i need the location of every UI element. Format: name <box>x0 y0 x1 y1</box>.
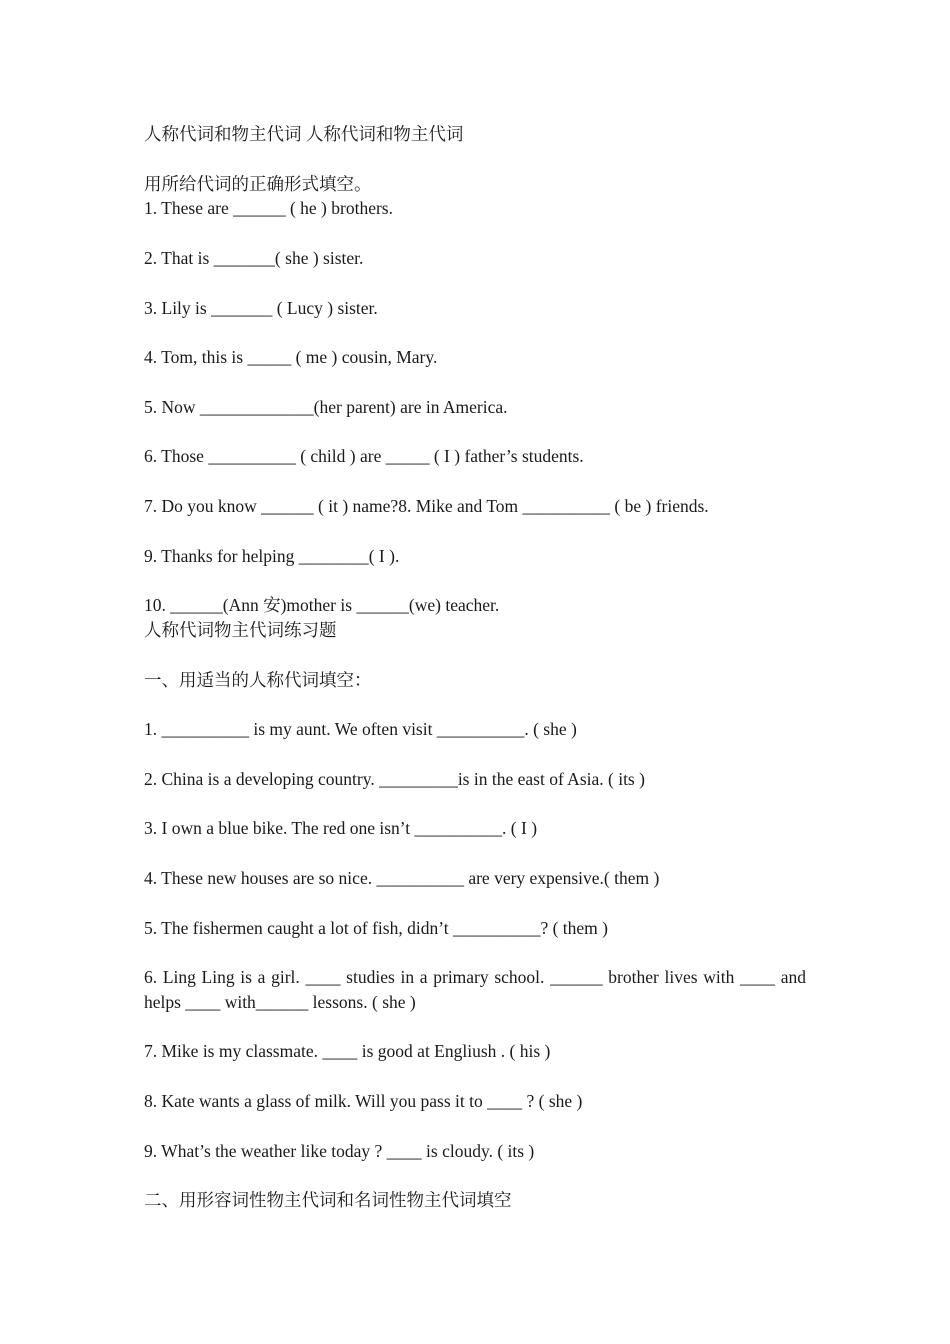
part1-instruction: 用所给代词的正确形式填空。 <box>144 173 372 194</box>
question-paragraph: 6. Ling Ling is a girl. ____ studies in a primary school. ______ brother lives with ____ and helps ____ with______ lessons. ( she ) <box>144 967 806 1012</box>
question-line: 4. These new houses are so nice. __________ are very expensive.( them ) <box>144 867 660 888</box>
question-line: 3. I own a blue bike. The red one isn’t __________. ( I ) <box>144 818 538 839</box>
question-line: 8. Kate wants a glass of milk. Will you pass it to ____ ? ( she ) <box>144 1091 583 1112</box>
question-line: 7. Do you know ______ ( it ) name?8. Mike and Tom __________ ( be ) friends. <box>144 495 709 516</box>
question-line: 3. Lily is _______ ( Lucy ) sister. <box>144 297 378 318</box>
question-line: 6. Those __________ ( child ) are _____ ( I ) father’s students. <box>144 446 584 467</box>
section1-heading: 一、用适当的人称代词填空： <box>144 669 372 690</box>
question-line: 10. ______(Ann 安)mother is ______(we) teacher. <box>144 595 500 616</box>
question-line: 2. That is _______( she ) sister. <box>144 247 364 268</box>
document-title: 人称代词和物主代词 人称代词和物主代词 <box>144 124 464 144</box>
question-line: 4. Tom, this is _____ ( me ) cousin, Mary. <box>144 347 438 368</box>
exercise-title: 人称代词物主代词练习题 <box>144 619 337 640</box>
question-line: 9. Thanks for helping ________( I ). <box>144 545 400 566</box>
section2-heading: 二、用形容词性物主代词和名词性物主代词填空 <box>144 1190 512 1211</box>
question-line: 1. __________ is my aunt. We often visit __________. ( she ) <box>144 719 577 740</box>
question-line: 9. What’s the weather like today ? ____ is cloudy. ( its ) <box>144 1140 535 1161</box>
question-line: 2. China is a developing country. _________is in the east of Asia. ( its ) <box>144 768 645 789</box>
question-line: 7. Mike is my classmate. ____ is good at Engliush . ( his ) <box>144 1041 551 1062</box>
question-line: 1. These are ______ ( he ) brothers. <box>144 198 393 219</box>
question-line: 5. Now _____________(her parent) are in America. <box>144 396 508 417</box>
document-page <box>144 122 806 1213</box>
question-line: 5. The fishermen caught a lot of fish, didn’t __________? ( them ) <box>144 917 608 938</box>
